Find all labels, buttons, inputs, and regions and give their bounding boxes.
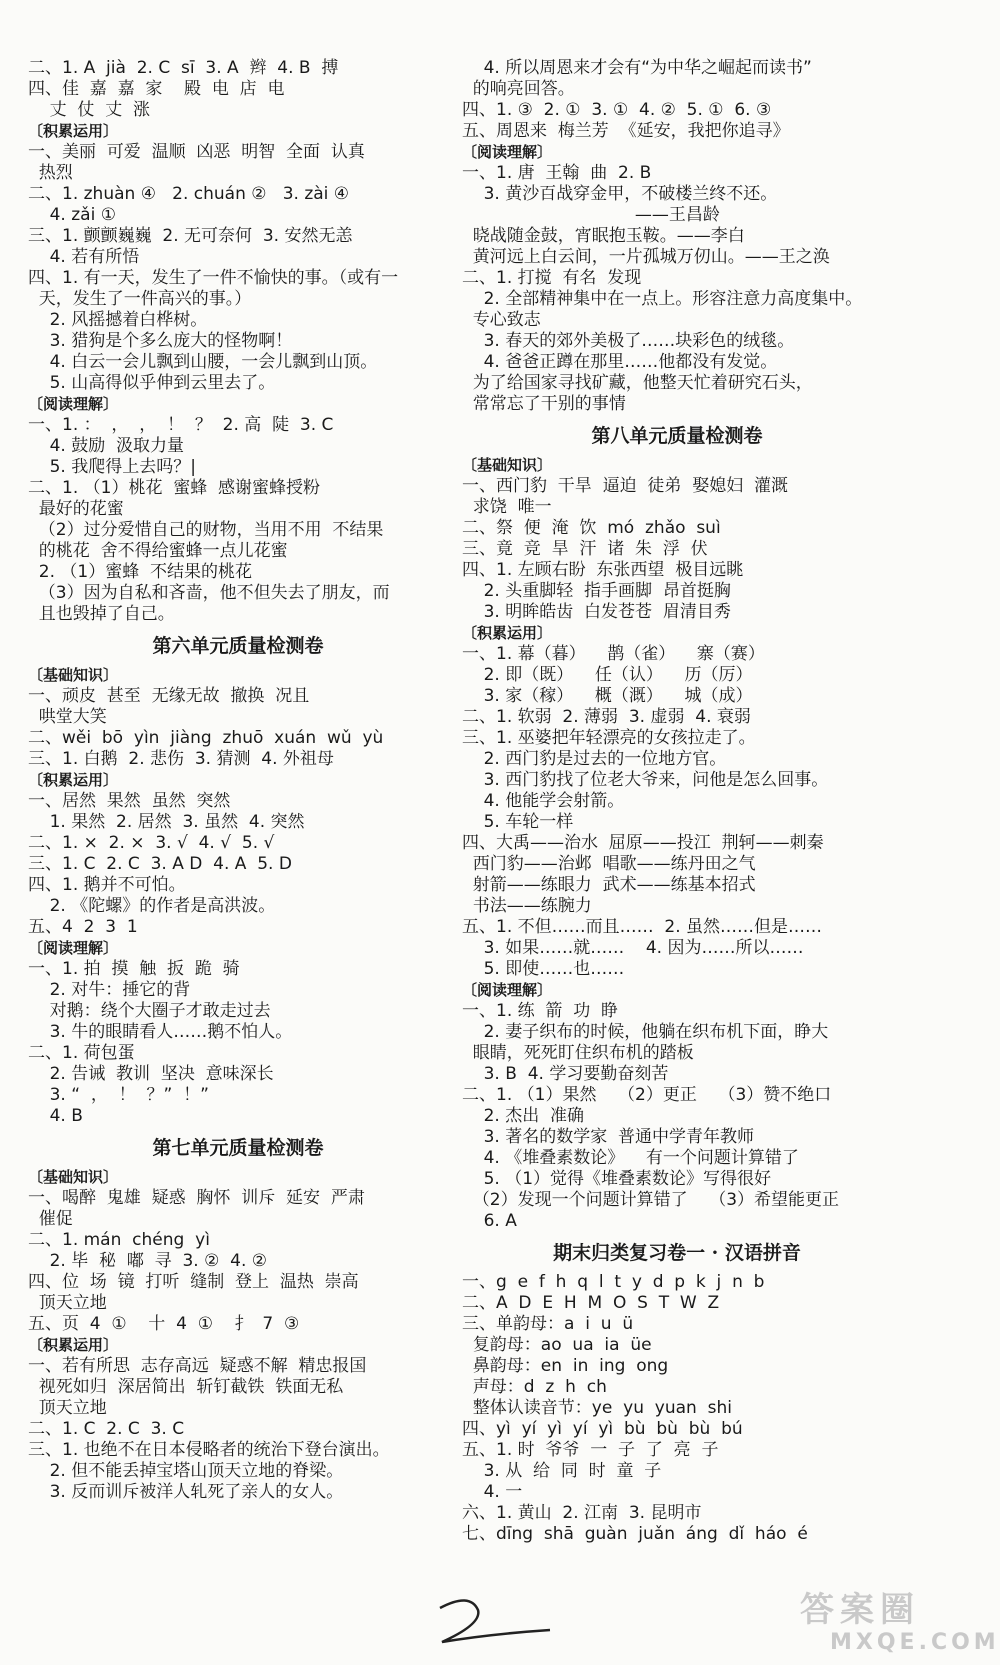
right-answer-line: 二、1. 打搅 有名 发现: [462, 268, 642, 288]
right-answer-line: 一、1. 唐 王翰 曲 2. B: [462, 163, 652, 183]
handwritten-page-number: [430, 1590, 560, 1650]
right-answer-line: 3. 著名的数学家 普通中学青年教师: [462, 1127, 755, 1147]
right-answer-line: 3. B 4. 学习要勤奋刻苦: [462, 1064, 669, 1084]
left-column: [28, 58, 448, 1503]
left-answer-line: 热烈: [28, 163, 73, 183]
left-answer-line: 一、居然 果然 虽然 突然: [28, 791, 231, 811]
left-answer-line: 二、1. （1）桃花 蜜蜂 感谢蜜蜂授粉: [28, 478, 321, 498]
left-answer-line: 2. 毕 秘 嘟 寻 3. ② 4. ②: [28, 1251, 268, 1271]
watermark-url: MXQE.COM: [830, 1630, 1000, 1655]
subsection-heading: 〔积累运用〕: [28, 1336, 119, 1354]
right-answer-line: 2. 妻子织布的时候，他躺在织布机下面，睁大: [462, 1022, 829, 1042]
right-answer-line: 一、西门豹 干旱 逼迫 徒弟 娶媳妇 灌溉: [462, 476, 789, 496]
left-answer-line: 2. 《陀螺》的作者是高洪波。: [28, 896, 276, 916]
subsection-heading: 〔基础知识〕: [462, 456, 553, 474]
right-answer-line: 射箭——练眼力 武术——练基本招式: [462, 875, 756, 895]
right-answer-line: 5. 车轮一样: [462, 812, 574, 832]
left-answer-line: 4. zǎi ①: [28, 205, 116, 225]
left-answer-line: 哄堂大笑: [28, 707, 107, 727]
left-answer-line: 2. 风摇撼着白桦树。: [28, 310, 208, 330]
right-answer-line: 整体认读音节：ye yu yuan shi: [462, 1398, 732, 1418]
right-answer-line: 四、大禹——治水 屈原——投江 荆轲——刺秦: [462, 833, 824, 853]
left-answer-line: 二、1. A jià 2. C sī 3. A 辫 4. B 搏: [28, 58, 339, 78]
right-answer-line: 四、yì yí yì yí yì bù bù bù bú: [462, 1419, 743, 1439]
right-answer-line: 三、竟 竞 旱 汗 诸 朱 浮 伏: [462, 539, 708, 559]
left-answer-line: 二、1. zhuàn ④ 2. chuán ② 3. zài ④: [28, 184, 350, 204]
right-answer-line: 三、单韵母：a i u ü: [462, 1314, 634, 1334]
left-answer-line: 的桃花 舍不得给蜜蜂一点儿花蜜: [28, 541, 288, 561]
right-answer-line: 二、1. 软弱 2. 薄弱 3. 虚弱 4. 衰弱: [462, 707, 751, 727]
right-answer-line: 3. 黄沙百战穿金甲，不破楼兰终不还。: [462, 184, 778, 204]
subsection-heading: 〔积累运用〕: [462, 624, 553, 642]
left-answer-line: 3. 反而训斥被洋人轧死了亲人的女人。: [28, 1482, 344, 1502]
right-answer-line: 二、祭 便 淹 饮 mó zhǎo suì: [462, 518, 721, 538]
left-answer-line: 一、1. 拍 摸 触 扳 跪 骑: [28, 959, 240, 979]
subsection-heading: 〔积累运用〕: [28, 122, 119, 140]
left-answer-line: 丈 仗 丈 涨: [28, 100, 151, 120]
right-answer-line: 为了给国家寻找矿藏，他整天忙着研究石头，: [462, 373, 813, 393]
right-answer-line: 书法——练腕力: [462, 896, 592, 916]
right-answer-line: 4. 他能学会射箭。: [462, 791, 625, 811]
right-answer-line: 3. 西门豹找了位老大爷来，问他是怎么回事。: [462, 770, 829, 790]
right-answer-line: 4. 爸爸正蹲在那里……他都没有发觉。: [462, 352, 778, 372]
left-answer-line: 天，发生了一件高兴的事。）: [28, 289, 252, 309]
left-answer-line: 二、1. mán chéng yì: [28, 1230, 210, 1250]
right-answer-line: 一、g e f h q l t y d p k j n b: [462, 1272, 765, 1292]
left-answer-line: 一、1. ： ， ， ！ ？ 2. 高 陡 3. C: [28, 415, 334, 435]
right-answer-line: 声母：d z h ch: [462, 1377, 607, 1397]
right-answer-line: 2. 头重脚轻 指手画脚 昂首挺胸: [462, 581, 731, 601]
right-answer-line: 3. 如果……就…… 4. 因为……所以……: [462, 938, 804, 958]
watermark-logo-text: 答案圈: [800, 1590, 920, 1630]
right-answer-line: 5. （1）觉得《堆叠素数论》写得很好: [462, 1169, 772, 1189]
subsection-heading: 〔阅读理解〕: [462, 143, 553, 161]
right-answer-line: 2. 西门豹是过去的一位地方官。: [462, 749, 727, 769]
right-answer-line: 四、1. ③ 2. ① 3. ① 4. ② 5. ① 6. ③: [462, 100, 772, 120]
right-answer-line: 2. 杰出 准确: [462, 1106, 585, 1126]
left-answer-line: 三、1. 白鹅 2. 悲伤 3. 猜测 4. 外祖母: [28, 749, 334, 769]
subsection-heading: 〔阅读理解〕: [462, 981, 553, 999]
right-answer-line: 一、1. 幕（暮） 鹊（雀） 寨（赛）: [462, 644, 765, 664]
left-answer-line: 四、1. 有一天，发生了一件不愉快的事。（或有一: [28, 268, 399, 288]
left-answer-line: 二、wěi bō yìn jiàng zhuō xuán wǔ yù: [28, 728, 384, 748]
left-answer-line: 对鹅：绕个大圈子才敢走过去: [28, 1001, 271, 1021]
right-answer-line: 一、1. 练 箭 功 睁: [462, 1001, 619, 1021]
right-column: [462, 58, 892, 1545]
section-title: 第八单元质量检测卷: [591, 425, 763, 447]
left-answer-line: 一、顽皮 甚至 无缘无故 撤换 况且: [28, 686, 310, 706]
subsection-heading: 〔阅读理解〕: [28, 395, 119, 413]
left-answer-line: 五、4 2 3 1: [28, 917, 138, 937]
subsection-heading: 〔积累运用〕: [28, 771, 119, 789]
left-answer-line: 4. 若有所悟: [28, 247, 140, 267]
left-answer-line: 二、1. 荷包蛋: [28, 1043, 135, 1063]
left-answer-line: 三、1. 也绝不在日本侵略者的统治下登台演出。: [28, 1440, 390, 1460]
left-answer-line: 三、1. 颤颤巍巍 2. 无可奈何 3. 安然无恙: [28, 226, 353, 246]
left-answer-line: 5. 山高得似乎伸到云里去了。: [28, 373, 276, 393]
right-answer-line: 五、1. 不但……而且…… 2. 虽然……但是……: [462, 917, 823, 937]
left-answer-line: 四、位 场 镜 打听 缝制 登上 温热 崇高: [28, 1272, 359, 1292]
right-answer-line: 常常忘了干别的事情: [462, 394, 626, 414]
left-answer-line: 二、1. × 2. × 3. √ 4. √ 5. √: [28, 833, 275, 853]
right-answer-line: 专心致志: [462, 310, 541, 330]
right-answer-line: 二、1. （1）果然 （2）更正 （3）赞不绝口: [462, 1085, 832, 1105]
right-answer-line: 五、周恩来 梅兰芳 《延安，我把你追寻》: [462, 121, 790, 141]
right-answer-line: 五、1. 时 爷爷 一 子 了 亮 子: [462, 1440, 719, 1460]
right-answer-line: 二、A D E H M O S T W Z: [462, 1293, 720, 1313]
left-answer-line: 一、喝醉 鬼雄 疑惑 胸怀 训斥 延安 严肃: [28, 1188, 365, 1208]
left-answer-line: 一、若有所思 志存高远 疑惑不解 精忠报国: [28, 1356, 367, 1376]
right-answer-line: 4. 《堆叠素数论》 有一个问题计算错了: [462, 1148, 799, 1168]
right-answer-line: 2. 即（既） 任（认） 历（厉）: [462, 665, 753, 685]
subsection-heading: 〔阅读理解〕: [28, 939, 119, 957]
right-answer-line: 3. 从 给 同 时 童 子: [462, 1461, 662, 1481]
right-answer-line: 的响亮回答。: [462, 79, 575, 99]
right-answer-line: 5. 即使……也……: [462, 959, 625, 979]
right-answer-line: 七、dīng shā guàn juǎn áng dǐ háo é: [462, 1524, 808, 1544]
section-title: 第六单元质量检测卷: [152, 635, 324, 657]
right-answer-line: 3. 春天的郊外美极了……块彩色的绒毯。: [462, 331, 795, 351]
left-answer-line: 1. 果然 2. 居然 3. 虽然 4. 突然: [28, 812, 305, 832]
left-answer-line: 4. B: [28, 1106, 83, 1126]
left-answer-line: 四、1. 鹅并不可怕。: [28, 875, 186, 895]
left-answer-line: 四、佳 嘉 嘉 家 殿 电 店 电: [28, 79, 285, 99]
section-title: 第七单元质量检测卷: [152, 1137, 324, 1159]
right-answer-line: 六、1. 黄山 2. 江南 3. 昆明市: [462, 1503, 702, 1523]
right-answer-line: （2）发现一个问题计算错了 （3）希望能更正: [462, 1190, 840, 1210]
left-answer-line: （2）过分爱惜自己的财物，当用不用 不结果: [28, 520, 384, 540]
left-answer-line: 2. （1）蜜蜂 不结果的桃花: [28, 562, 253, 582]
right-answer-line: 眼睛，死死盯住织布机的踏板: [462, 1043, 694, 1063]
left-answer-line: 一、美丽 可爱 温顺 凶恶 明智 全面 认真: [28, 142, 365, 162]
left-answer-line: 且也毁掉了自己。: [28, 604, 175, 624]
left-answer-line: 五、页 4 ① 十 4 ① 扌 7 ③: [28, 1314, 300, 1334]
right-answer-line: 西门豹——治邺 唱歌——练丹田之气: [462, 854, 756, 874]
right-answer-line: 鼻韵母：en in ing ong: [462, 1356, 669, 1376]
left-answer-line: 4. 鼓励 汲取力量: [28, 436, 185, 456]
left-answer-line: 2. 但不能丢掉宝塔山顶天立地的脊梁。: [28, 1461, 344, 1481]
left-answer-line: 3. 猎狗是个多么庞大的怪物啊！: [28, 331, 293, 351]
left-answer-line: 5. 我爬得上去吗？|: [28, 457, 196, 477]
right-answer-line: 黄河远上白云间，一片孤城万仞山。——王之涣: [462, 247, 830, 267]
left-answer-line: 3. 牛的眼睛看人……鹅不怕人。: [28, 1022, 293, 1042]
right-answer-line: 三、1. 巫婆把年轻漂亮的女孩拉走了。: [462, 728, 756, 748]
section-title: 期末归类复习卷一 · 汉语拼音: [553, 1242, 801, 1264]
right-answer-line: ——王昌龄: [462, 205, 720, 225]
right-answer-line: 复韵母：ao ua ia üe: [462, 1335, 652, 1355]
right-answer-line: 求饶 唯一: [462, 497, 552, 517]
left-answer-line: 2. 对牛：捶它的背: [28, 980, 191, 1000]
left-answer-line: 视死如归 深居简出 斩钉截铁 铁面无私: [28, 1377, 344, 1397]
left-answer-line: 最好的花蜜: [28, 499, 124, 519]
left-answer-line: 4. 白云一会儿飘到山腰，一会儿飘到山顶。: [28, 352, 378, 372]
left-answer-line: 2. 告诫 教训 坚决 意味深长: [28, 1064, 274, 1084]
right-answer-line: 3. 明眸皓齿 白发苍苍 眉清目秀: [462, 602, 731, 622]
left-answer-line: 顶天立地: [28, 1398, 107, 1418]
right-answer-line: 6. A: [462, 1211, 517, 1231]
subsection-heading: 〔基础知识〕: [28, 666, 119, 684]
left-answer-line: 三、1. C 2. C 3. A D 4. A 5. D: [28, 854, 292, 874]
right-answer-line: 3. 家（稼） 概（溉） 城（成）: [462, 686, 753, 706]
left-answer-line: 顶天立地: [28, 1293, 107, 1313]
left-answer-line: 3. “ ， ！ ？” ！”: [28, 1085, 209, 1105]
right-answer-line: 2. 全部精神集中在一点上。形容注意力高度集中。: [462, 289, 863, 309]
right-answer-line: 晓战随金鼓，宵眠抱玉鞍。——李白: [462, 226, 745, 246]
right-answer-line: 4. 所以周恩来才会有“为中华之崛起而读书”: [462, 58, 812, 78]
subsection-heading: 〔基础知识〕: [28, 1168, 119, 1186]
site-watermark: [800, 1590, 1000, 1660]
right-answer-line: 四、1. 左顾右盼 东张西望 极目远眺: [462, 560, 744, 580]
right-answer-line: 4. 一: [462, 1482, 523, 1502]
left-answer-line: （3）因为自私和吝啬，他不但失去了朋友，而: [28, 583, 390, 603]
left-answer-line: 二、1. C 2. C 3. C: [28, 1419, 185, 1439]
left-answer-line: 催促: [28, 1209, 73, 1229]
